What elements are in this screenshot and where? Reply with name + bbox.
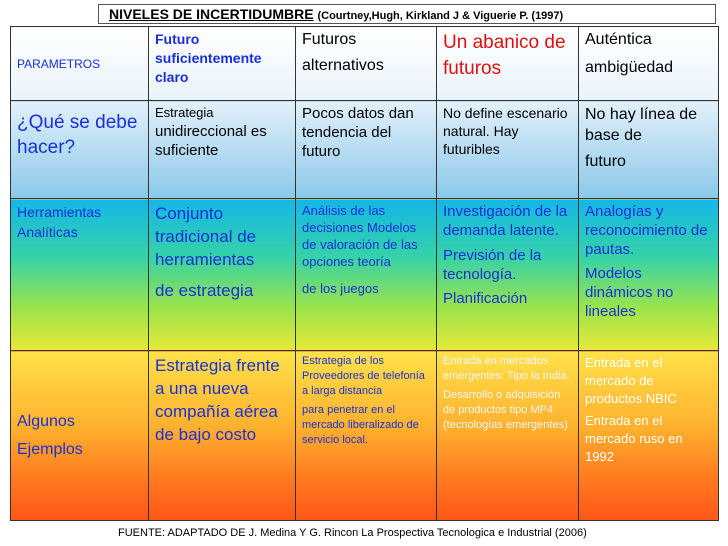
header-level-4-line2: ambigüedad bbox=[585, 59, 674, 76]
cell-ejemplos-3 bbox=[437, 351, 579, 521]
cell-herramientas-1 bbox=[149, 199, 296, 351]
cell-ejemplos-4 bbox=[579, 351, 719, 521]
cell-que-hacer-3 bbox=[437, 101, 579, 199]
cell-ejemplos-1 bbox=[149, 351, 296, 521]
title-reference: (Courtney,Hugh, Kirkland J & Viguerie P. (1997) bbox=[317, 10, 564, 22]
cell-herramientas-label bbox=[11, 199, 149, 351]
header-row bbox=[11, 27, 719, 101]
que-hacer-4-line2: futuro bbox=[585, 153, 626, 170]
cell-ejemplos-2 bbox=[296, 351, 437, 521]
herramientas-3-line2: Previsión de la tecnología. bbox=[443, 247, 542, 283]
cell-level-3 bbox=[437, 27, 579, 101]
ejemplos-1: Estrategia frente a una nueva compañía aérea de bajo costo bbox=[155, 356, 280, 444]
ejemplos-4-line2: Entrada en el mercado ruso en 1992 bbox=[585, 413, 683, 464]
herramientas-2-line2: de los juegos bbox=[302, 281, 379, 296]
header-level-4-line1: Auténtica bbox=[585, 31, 652, 48]
herramientas-3-line3: Planificación bbox=[443, 290, 528, 307]
ejemplos-2-line1: Estrategia de los Proveedores de telefonía a larga distancia bbox=[302, 355, 425, 397]
cell-parametros bbox=[11, 27, 149, 101]
cell-herramientas-4 bbox=[579, 199, 719, 351]
que-hacer-3: No define escenario natural. Hay futuribles bbox=[443, 105, 568, 157]
cell-level-2 bbox=[296, 27, 437, 101]
row-herramientas bbox=[11, 199, 719, 351]
que-hacer-2: Pocos datos dan tendencia del futuro bbox=[302, 105, 414, 160]
title-main: NIVELES DE INCERTIDUMBRE bbox=[109, 6, 314, 22]
cell-que-hacer-1 bbox=[149, 101, 296, 199]
cell-que-hacer-2 bbox=[296, 101, 437, 199]
source-footer: FUENTE: ADAPTADO DE J. Medina Y G. Rincon La Prospectiva Tecnologica e Industrial (2006) bbox=[118, 527, 587, 539]
cell-ejemplos-label bbox=[11, 351, 149, 521]
row-label-herramientas: Herramientas Analíticas bbox=[17, 204, 102, 240]
ejemplos-3-line2: Desarrollo o adquisición de productos tipo MP4 (tecnologías emergentes) bbox=[443, 389, 568, 431]
row-label-ejemplos-line1: Algunos bbox=[17, 412, 75, 430]
que-hacer-4-line1: No hay línea de base de bbox=[585, 106, 698, 144]
title-banner bbox=[98, 4, 716, 24]
herramientas-1-line1: Conjunto tradicional de herramientas bbox=[155, 204, 257, 269]
row-que-hacer bbox=[11, 101, 719, 199]
que-hacer-1-line1: Estrategia bbox=[155, 105, 214, 120]
herramientas-3-line1: Investigación de la demanda latente. bbox=[443, 203, 568, 239]
cell-que-hacer-label bbox=[11, 101, 149, 199]
row-label-que-hacer: ¿Qué se debe hacer? bbox=[17, 112, 138, 158]
cell-level-4 bbox=[579, 27, 719, 101]
cell-que-hacer-4 bbox=[579, 101, 719, 199]
herramientas-4-line2: Modelos dinámicos no lineales bbox=[585, 265, 674, 320]
header-level-1: Futuro suficientemente claro bbox=[155, 31, 262, 85]
cell-herramientas-2 bbox=[296, 199, 437, 351]
header-level-3: Un abanico de futuros bbox=[443, 32, 566, 79]
ejemplos-4-line1: Entrada en el mercado de productos NBIC bbox=[585, 355, 677, 406]
herramientas-1-line2: de estrategia bbox=[155, 281, 254, 300]
cell-herramientas-3 bbox=[437, 199, 579, 351]
row-ejemplos bbox=[11, 351, 719, 521]
cell-level-1 bbox=[149, 27, 296, 101]
herramientas-4-line1: Analogías y reconocimiento de pautas. bbox=[585, 203, 708, 258]
header-level-2-line2: alternativos bbox=[302, 57, 384, 74]
ejemplos-3-line1: Entrada en mercados emergentes: Tipo la India. bbox=[443, 355, 570, 382]
header-level-2-line1: Futuros bbox=[302, 31, 357, 48]
herramientas-2-line1: Análisis de las decisiones Modelos de valoración de las opciones teoría bbox=[302, 203, 418, 269]
header-parametros: PARAMETROS bbox=[17, 56, 101, 71]
uncertainty-levels-table bbox=[10, 26, 719, 521]
que-hacer-1-line2: unidireccional es suficiente bbox=[155, 123, 267, 159]
row-label-ejemplos-line2: Ejemplos bbox=[17, 440, 83, 458]
ejemplos-2-line2: para penetrar en el mercado liberalizado de servicio local. bbox=[302, 404, 419, 446]
